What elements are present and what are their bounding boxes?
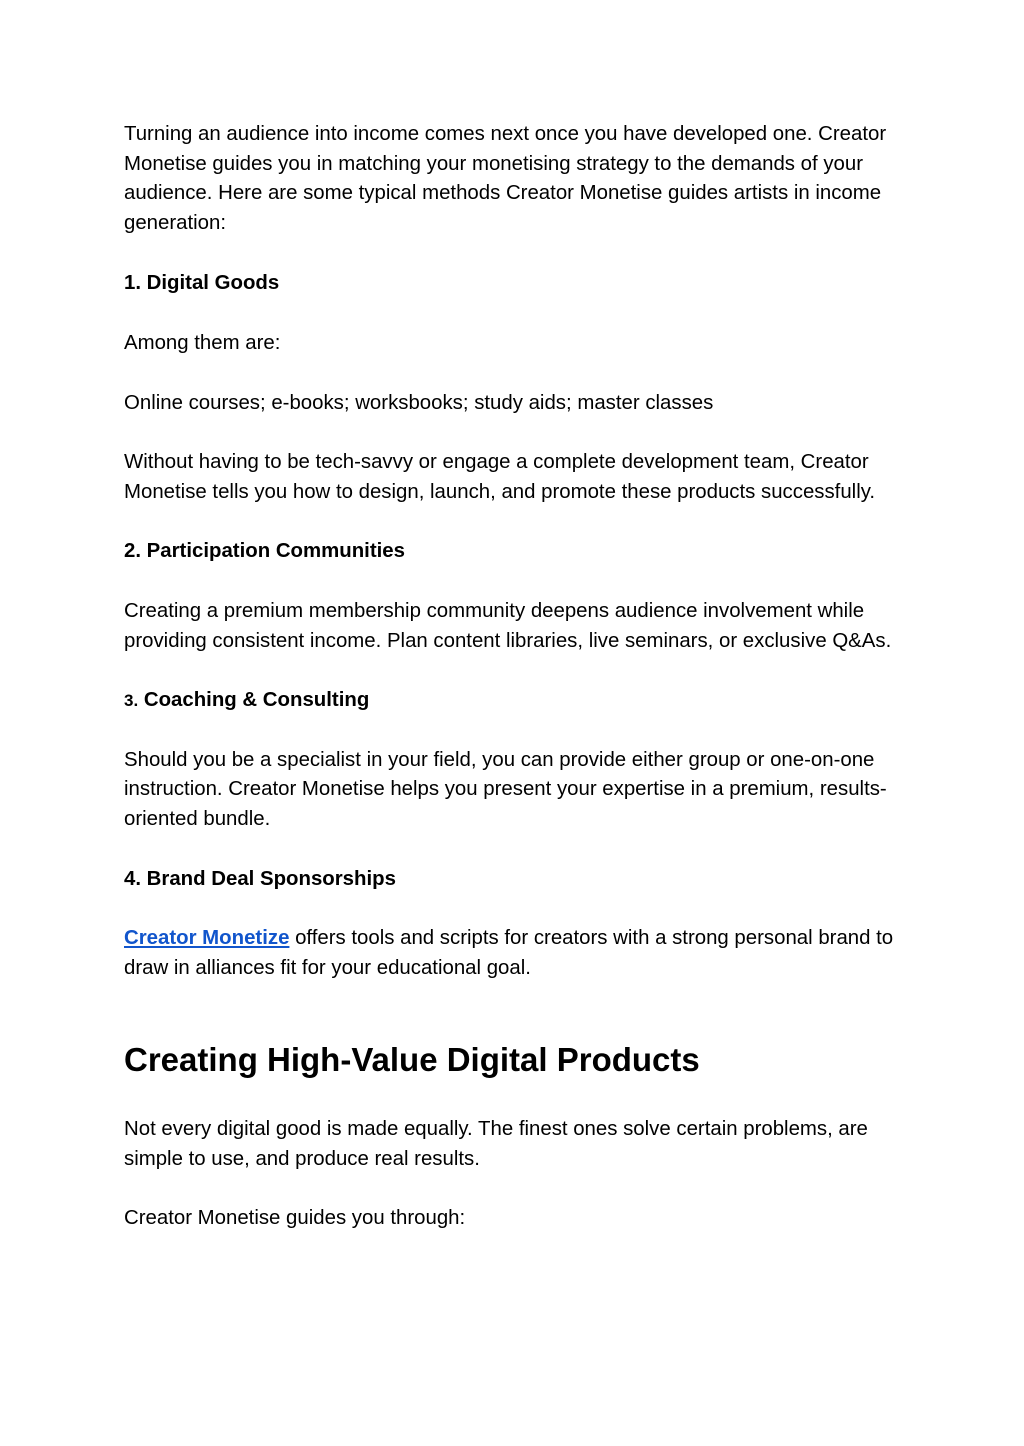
heading-text: Coaching & Consulting: [143, 689, 370, 712]
creator-monetize-link[interactable]: Creator Monetize: [124, 927, 290, 950]
product-list-text: Online courses; e-books; worksbooks; study aids; master classes: [124, 391, 714, 414]
guides-you-through-text: Creator Monetise guides you through:: [124, 1207, 466, 1230]
among-them-text: Among them are:: [124, 331, 281, 354]
main-heading: Creating High-Value Digital Products: [124, 1041, 700, 1079]
document-page: [124, 120, 914, 1234]
digital-goods-paragraph: Without having to be tech-savvy or engage a complete development team, Creator Monetise tells you how to design, launch, and promote these products successfully.: [124, 451, 876, 503]
sponsorships-paragraph: [124, 924, 914, 983]
sponsorships-text: offers tools and scripts for creators with a strong personal brand to draw in alliances fit for your educational goal.: [124, 927, 894, 979]
intro-paragraph: Turning an audience into income comes next once you have developed one. Creator Monetise guides you in matching your monetising strategy to the demands of your audience. Here are some typical methods Creator Monetise guides artists in income generation:: [124, 123, 887, 234]
section-number: 3.: [124, 691, 139, 711]
coaching-paragraph: Should you be a specialist in your field, you can provide either group or one-on-one instruction. Creator Monetise helps you present your expertise in a premium, results-oriented bundle.: [124, 748, 887, 830]
heading-coaching-consulting: [124, 686, 914, 716]
communities-paragraph: Creating a premium membership community deepens audience involvement while providing consistent income. Plan content libraries, live seminars, or exclusive Q&As.: [124, 599, 892, 652]
heading-digital-goods: 1. Digital Goods: [124, 272, 280, 295]
heading-brand-deal-sponsorships: 4. Brand Deal Sponsorships: [124, 867, 396, 890]
heading-participation-communities: 2. Participation Communities: [124, 540, 405, 563]
not-every-good-paragraph: Not every digital good is made equally. The finest ones solve certain problems, are simple to use, and produce real results.: [124, 1118, 868, 1170]
